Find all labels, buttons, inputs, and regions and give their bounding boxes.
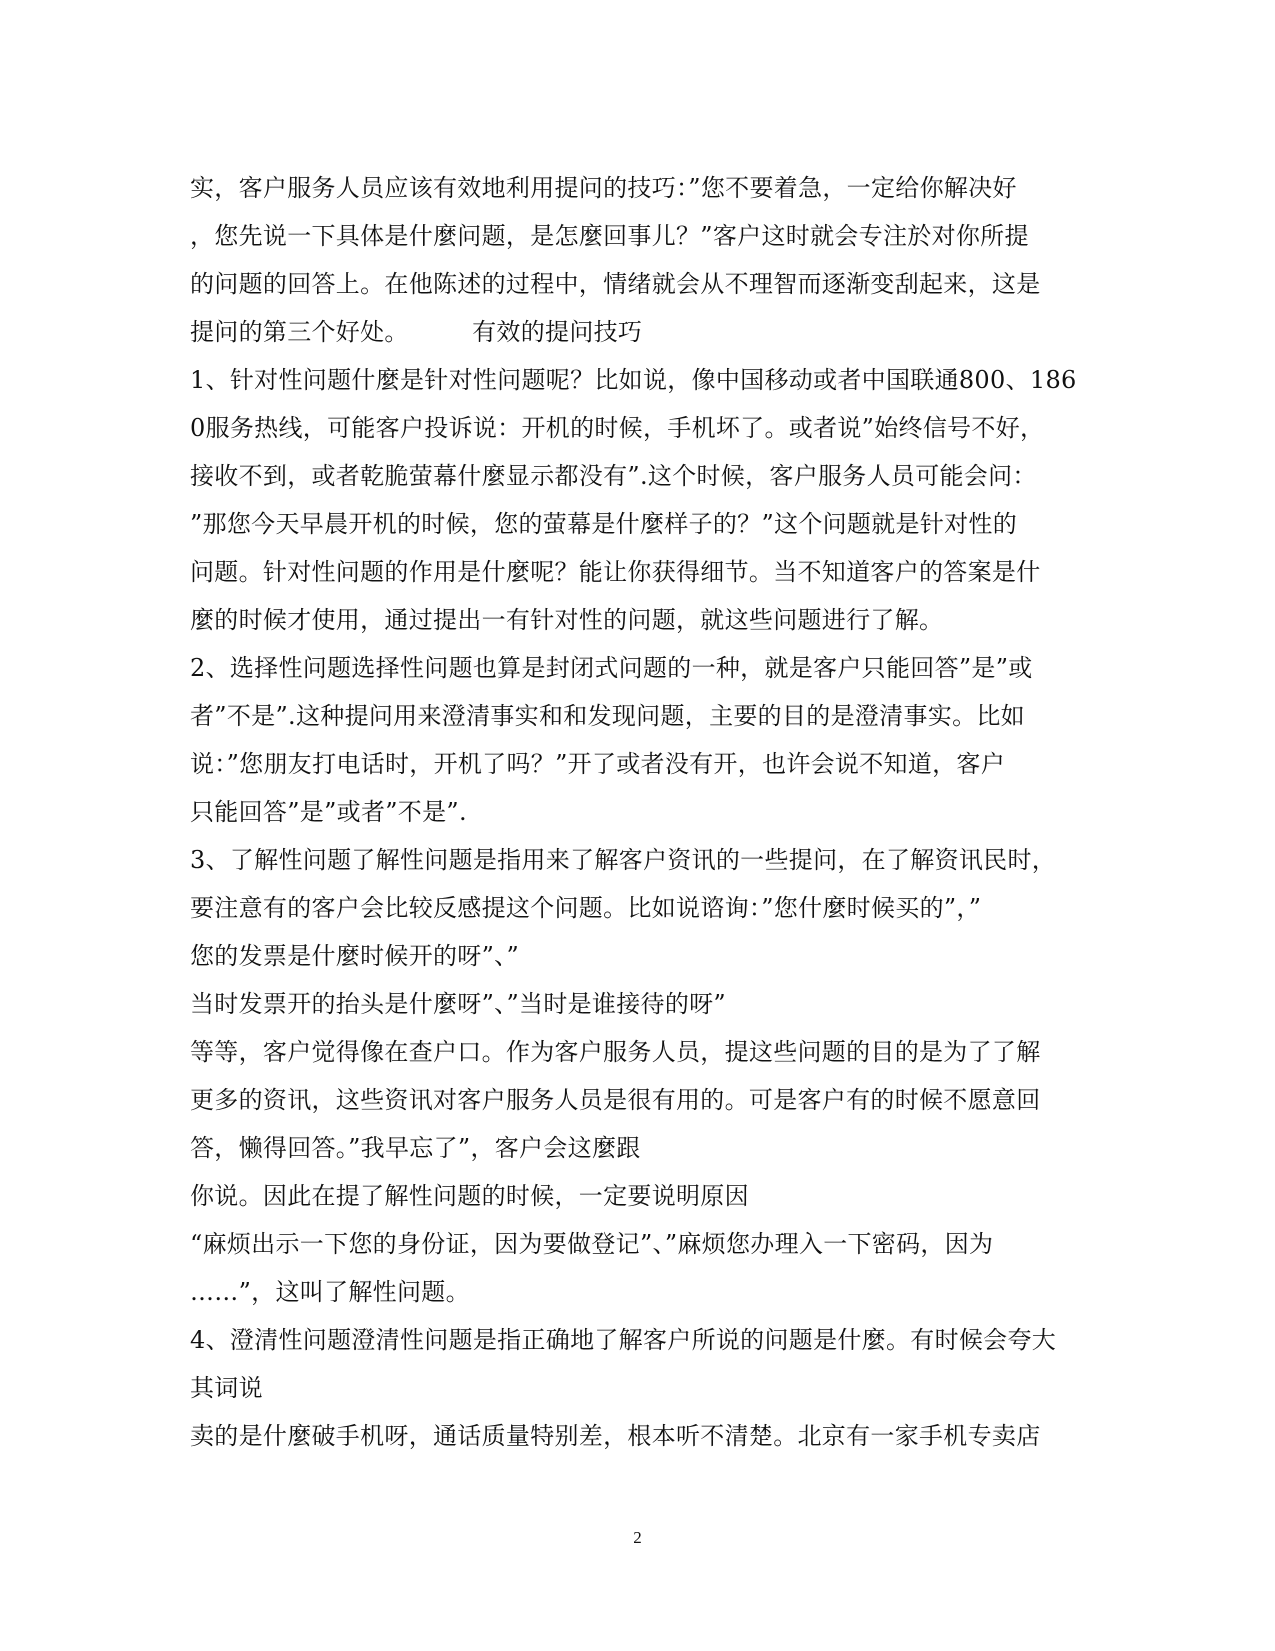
text-line: 0服务热线，可能客户投诉说：开机的时候，手机坏了。或者说”始终信号不好，	[190, 414, 1045, 442]
text-line: 只能回答”是”或者”不是”.	[190, 798, 467, 826]
text-line: “麻烦出示一下您的身份证，因为要做登记”、”麻烦您办理入一下密码，因为	[190, 1230, 994, 1258]
text-line: 麼的时候才使用，通过提出一有针对性的问题，就这些问题进行了解。	[190, 606, 944, 634]
text-line: 4、澄清性问题澄清性问题是指正确地了解客户所说的问题是什麼。有时候会夸大	[190, 1326, 1057, 1354]
text-line: 当时发票开的抬头是什麼呀”、”当时是谁接待的呀”	[190, 990, 727, 1018]
text-line: 者”不是”.这种提问用来澄清事实和和发现问题，主要的目的是澄清事实。比如	[190, 702, 1025, 730]
text-line: 更多的资讯，这些资讯对客户服务人员是很有用的。可是客户有的时候不愿意回	[190, 1086, 1041, 1114]
text-line: 您的发票是什麼时候开的呀”、”	[190, 942, 520, 970]
text-line: 1、针对性问题什麼是针对性问题呢？比如说，像中国移动或者中国联通800、186	[190, 366, 1077, 394]
text-line: 的问题的回答上。在他陈述的过程中，情绪就会从不理智而逐渐变刮起来，这是	[190, 270, 1041, 298]
text-line: 等等，客户觉得像在查户口。作为客户服务人员，提这些问题的目的是为了了解	[190, 1038, 1041, 1066]
document-body	[190, 164, 1085, 1460]
text-line: 你说。因此在提了解性问题的时候，一定要说明原因	[190, 1182, 749, 1210]
page-number: 2	[633, 1528, 642, 1547]
text-line: 提问的第三个好处。 有效的提问技巧	[190, 318, 643, 346]
text-line: 实，客户服务人员应该有效地利用提问的技巧：”您不要着急，一定给你解决好	[190, 174, 1017, 202]
text-line: 2、选择性问题选择性问题也算是封闭式问题的一种，就是客户只能回答”是”或	[190, 654, 1033, 682]
text-line: 说：”您朋友打电话时，开机了吗？”开了或者没有开，也许会说不知道，客户	[190, 750, 1006, 778]
text-line: 答，懒得回答。”我早忘了”，客户会这麼跟	[190, 1134, 641, 1162]
text-line: ”那您今天早晨开机的时候，您的萤幕是什麼样子的？”这个问题就是针对性的	[190, 510, 1018, 538]
text-line: ……”，这叫了解性问题。	[190, 1278, 470, 1306]
text-line: 要注意有的客户会比较反感提这个问题。比如说谘询：”您什麼时候买的”，”	[190, 894, 982, 922]
text-line: ，您先说一下具体是什麼问题，是怎麼回事儿？”客户这时就会专注於对你所提	[190, 222, 1029, 250]
text-line: 其词说	[190, 1374, 263, 1402]
text-line: 接收不到，或者乾脆萤幕什麼显示都没有”.这个时候，客户服务人员可能会问：	[190, 462, 1037, 490]
text-line: 卖的是什麼破手机呀，通话质量特别差，根本听不清楚。北京有一家手机专卖店	[190, 1422, 1041, 1450]
text-line: 3、了解性问题了解性问题是指用来了解客户资讯的一些提问，在了解资讯民时，	[190, 846, 1057, 874]
text-line: 问题。针对性问题的作用是什麼呢？能让你获得细节。当不知道客户的答案是什	[190, 558, 1041, 586]
